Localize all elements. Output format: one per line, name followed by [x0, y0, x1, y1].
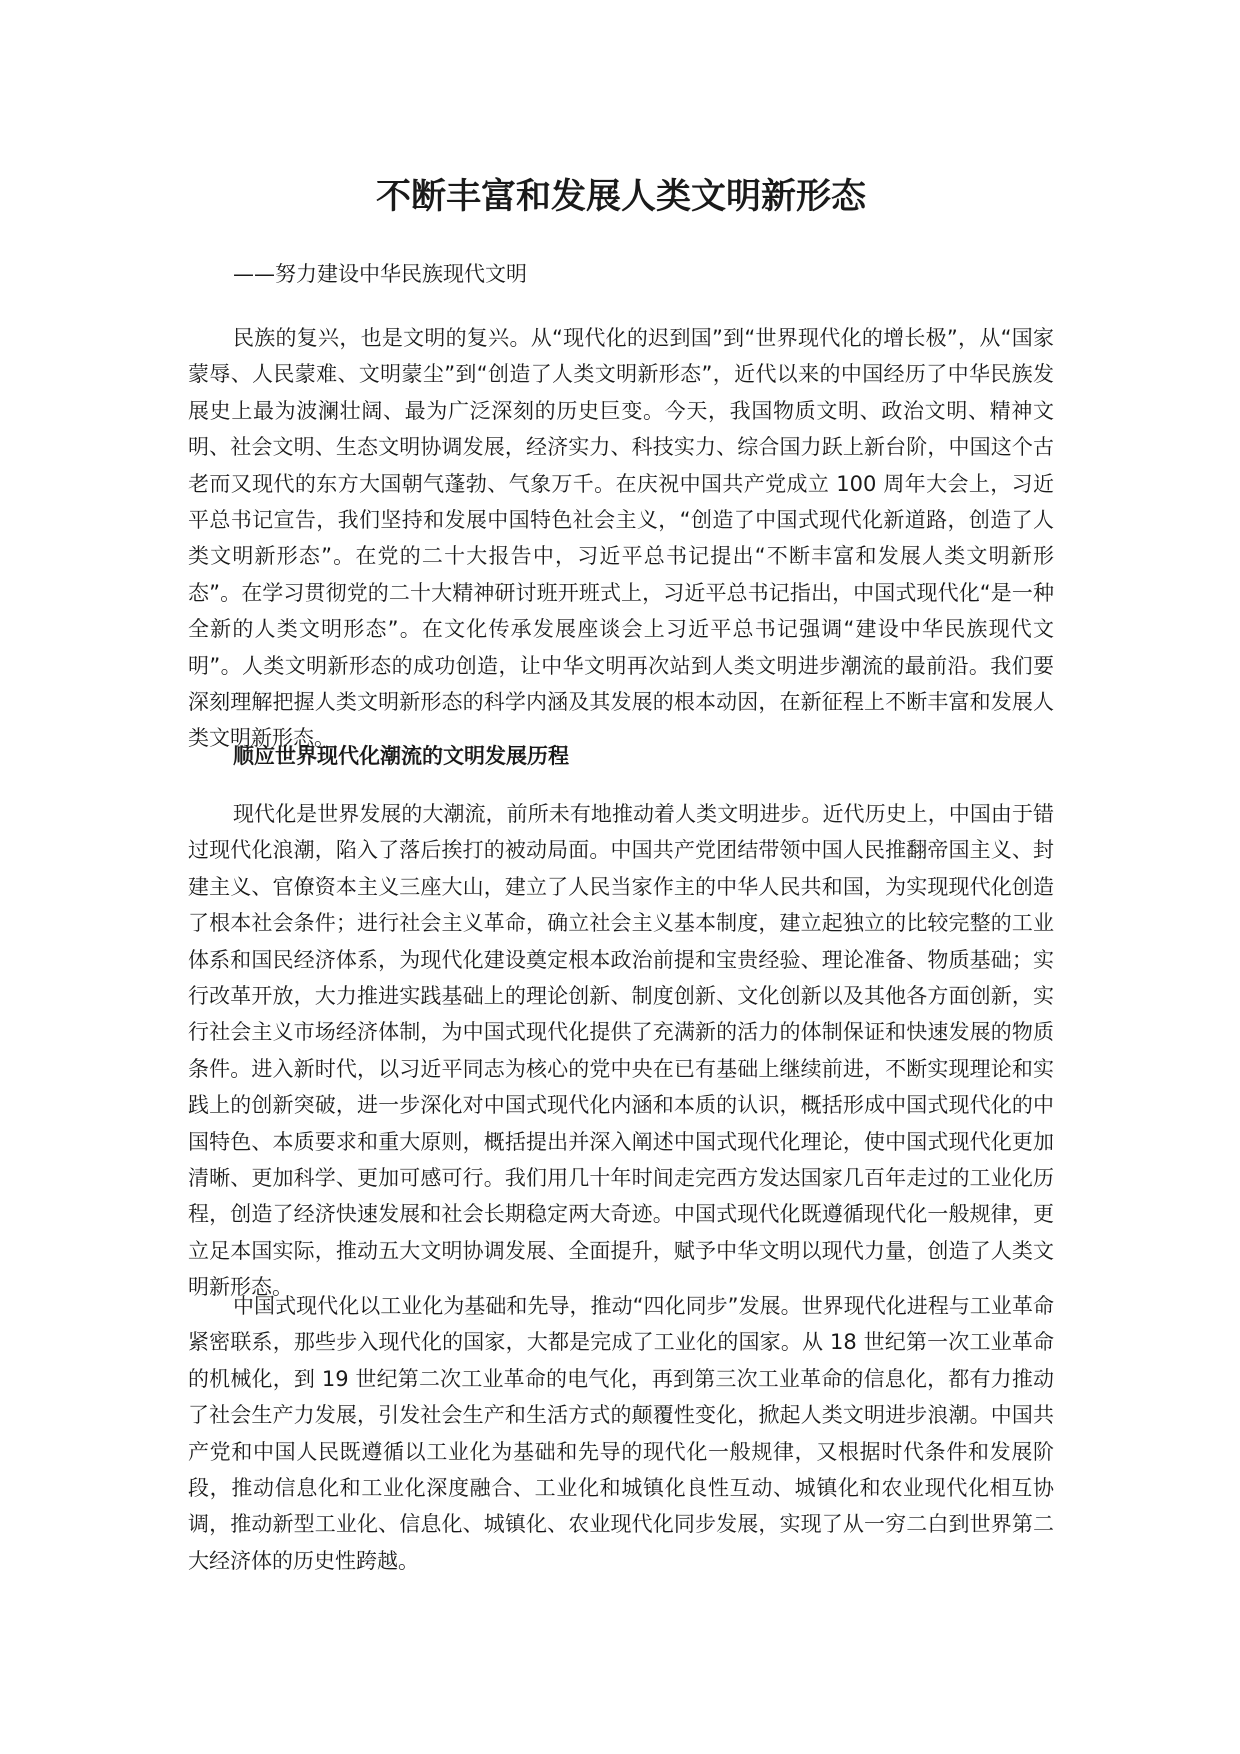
document-title: 不断丰富和发展人类文明新形态 [375, 177, 866, 217]
section-paragraph: 现代化是世界发展的大潮流，前所未有地推动着人类文明进步。近代历史上，中国由于错过现代化浪潮，陷入了落后挨打的被动局面。中国共产党团结带领中国人民推翻帝国主义、封建主义、官僚资本主义三座大山，建立了人民当家作主的中华人民共和国，为实现现代化创造了根本社会条件；进行社会主义革命，确立社会主义基本制度，建立起独立的比较完整的工业体系和国民经济体系，为现代化建设奠定根本政治前提和宝贵经验、理论准备、物质基础；实行改革开放，大力推进实践基础上的理论创新、制度创新、文化创新以及其他各方面创新，实行社会主义市场经济体制，为中国式现代化提供了充满新的活力的体制保证和快速发展的物质条件。进入新时代，以习近平同志为核心的党中央在已有基础上继续前进，不断实现理论和实践上的创新突破，进一步深化对中国式现代化内涵和本质的认识，概括形成中国式现代化的中国特色、本质要求和重大原则，概括提出并深入阐述中国式现代化理论，使中国式现代化更加清晰、更加科学、更加可感可行。我们用几十年时间走完西方发达国家几百年走过的工业化历程，创造了经济快速发展和社会长期稳定两大奇迹。中国式现代化既遵循现代化一般规律，更立足本国实际，推动五大文明协调发展、全面提升，赋予中华文明以现代力量，创造了人类文明新形态。 [188, 802, 1054, 1300]
section-paragraph: 中国式现代化以工业化为基础和先导，推动“四化同步”发展。世界现代化进程与工业革命紧密联系，那些步入现代化的国家，大都是完成了工业化的国家。从 18 世纪第一次工业革命的机械化，到 19 世纪第二次工业革命的电气化，再到第三次工业革命的信息化，都有力推动了社会生产力发展，引发社会生产和生活方式的颠覆性变化，掀起人类文明进步浪潮。中国共产党和中国人民既遵循以工业化为基础和先导的现代化一般规律，又根据时代条件和发展阶段，推动信息化和工业化深度融合、工业化和城镇化良性互动、城镇化和农业现代化相互协调，推动新型工业化、信息化、城镇化、农业现代化同步发展，实现了从一穷二白到世界第二大经济体的历史性跨越。 [188, 1294, 1054, 1573]
document-subtitle: ——努力建设中华民族现代文明 [233, 262, 527, 286]
section-heading: 顺应世界现代化潮流的文明发展历程 [233, 744, 569, 768]
intro-paragraph: 民族的复兴，也是文明的复兴。从“现代化的迟到国”到“世界现代化的增长极”，从“国家蒙辱、人民蒙难、文明蒙尘”到“创造了人类文明新形态”，近代以来的中国经历了中华民族发展史上最为波澜壮阔、最为广泛深刻的历史巨变。今天，我国物质文明、政治文明、精神文明、社会文明、生态文明协调发展，经济实力、科技实力、综合国力跃上新台阶，中国这个古老而又现代的东方大国朝气蓬勃、气象万千。在庆祝中国共产党成立 100 周年大会上，习近平总书记宣告，我们坚持和发展中国特色社会主义，“创造了中国式现代化新道路，创造了人类文明新形态”。在党的二十大报告中，习近平总书记提出“不断丰富和发展人类文明新形态”。在学习贯彻党的二十大精神研讨班开班式上，习近平总书记指出，中国式现代化“是一种全新的人类文明形态”。在文化传承发展座谈会上习近平总书记强调“建设中华民族现代文明”。人类文明新形态的成功创造，让中华文明再次站到人类文明进步潮流的最前沿。我们要深刻理解把握人类文明新形态的科学内涵及其发展的根本动因，在新征程上不断丰富和发展人类文明新形态。 [188, 326, 1054, 751]
